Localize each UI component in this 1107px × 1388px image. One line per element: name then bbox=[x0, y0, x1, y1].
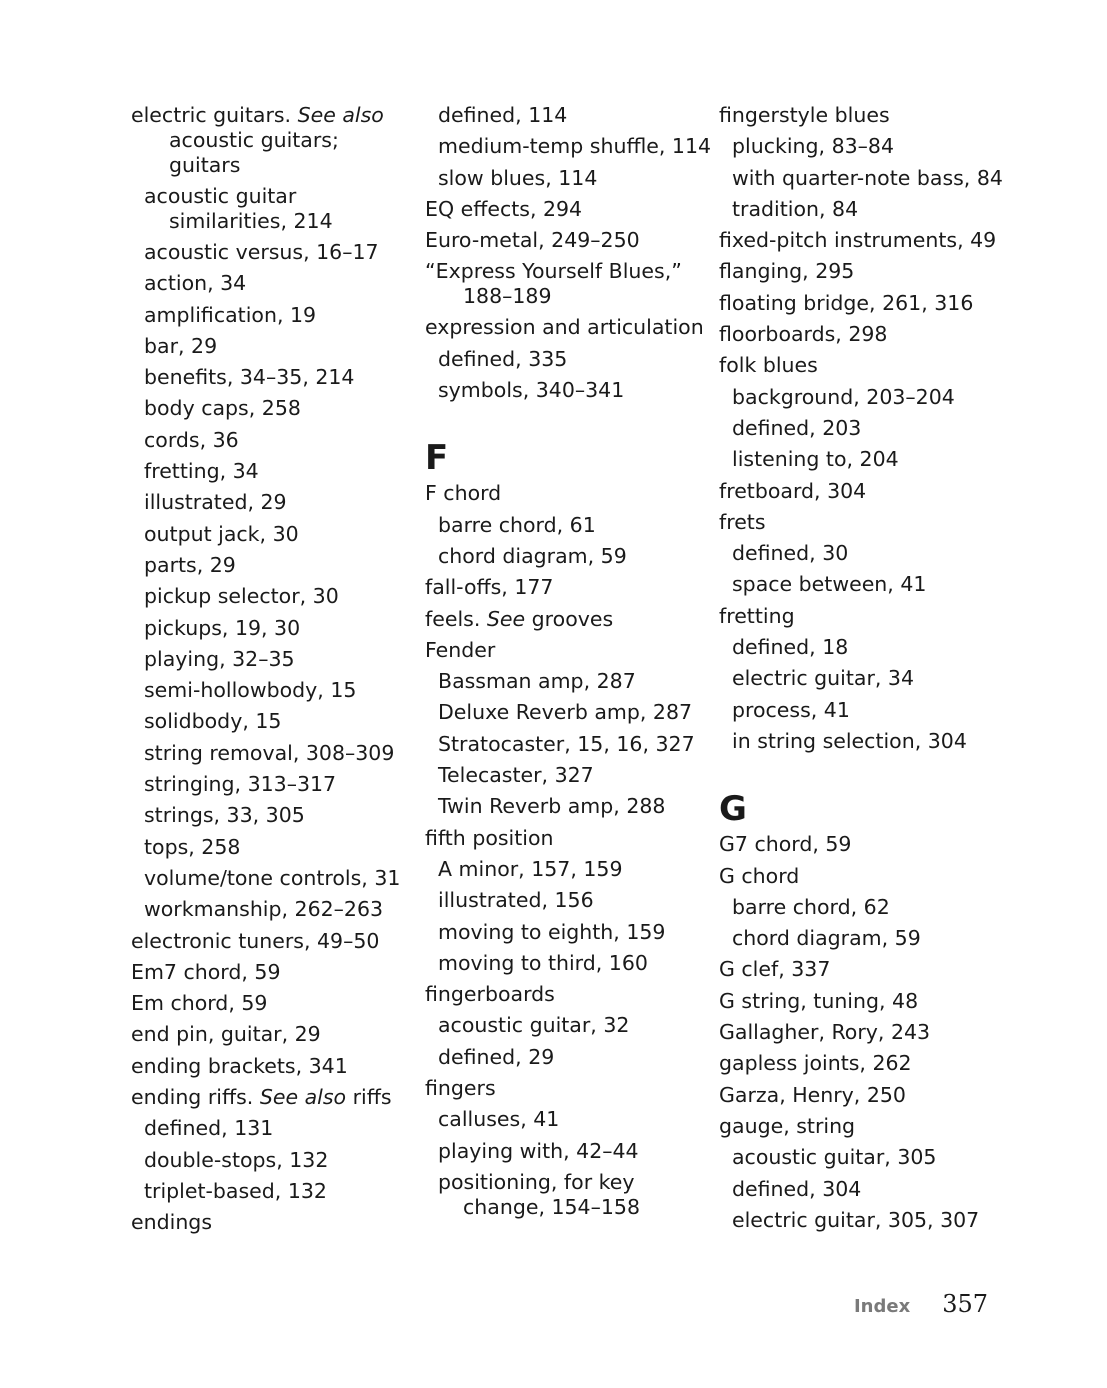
index-entry: Em7 chord, 59 bbox=[131, 959, 281, 984]
index-entry: expression and articulation bbox=[425, 315, 704, 340]
index-subentry: amplification, 19 bbox=[144, 302, 317, 327]
index-entry: endings bbox=[131, 1210, 212, 1235]
index-subentry: bar, 29 bbox=[144, 333, 218, 358]
index-column-2 bbox=[425, 100, 710, 1223]
entry-term: electric guitars. bbox=[131, 103, 292, 127]
index-subentry: defined, 131 bbox=[144, 1116, 274, 1141]
entry-term: feels. bbox=[425, 606, 481, 631]
index-entry: fingerstyle blues bbox=[719, 103, 890, 127]
index-entry: EQ effects, 294 bbox=[425, 196, 583, 221]
see-reference: See also bbox=[259, 1085, 347, 1110]
index-subentry: acoustic guitar similarities, 214 bbox=[144, 184, 333, 233]
index-subentry: acoustic guitar, 305 bbox=[732, 1145, 937, 1170]
index-subentry: volume/tone controls, 31 bbox=[144, 865, 401, 890]
index-subentry: with quarter-note bass, 84 bbox=[732, 165, 1003, 190]
index-subentry: pickups, 19, 30 bbox=[144, 615, 301, 640]
index-entry: Garza, Henry, 250 bbox=[719, 1082, 906, 1107]
index-subentry: background, 203–204 bbox=[732, 384, 955, 409]
index-entry: F chord bbox=[425, 481, 502, 506]
index-subentry: medium-temp shuffle, 114 bbox=[438, 134, 712, 159]
see-target: acoustic guitars; guitars bbox=[169, 128, 339, 177]
index-entry: gauge, string bbox=[719, 1113, 856, 1138]
index-subentry: defined, 203 bbox=[732, 415, 862, 440]
index-entry: G7 chord, 59 bbox=[719, 832, 852, 857]
index-entry: floating bridge, 261, 316 bbox=[719, 290, 974, 315]
index-entry bbox=[131, 100, 416, 181]
index-entry bbox=[131, 1082, 416, 1113]
index-entry: Gallagher, Rory, 243 bbox=[719, 1020, 931, 1045]
index-entry: fingers bbox=[425, 1076, 496, 1101]
index-subentry: defined, 29 bbox=[438, 1044, 555, 1069]
running-section-label: Index bbox=[853, 1296, 911, 1317]
index-subentry: electric guitar, 34 bbox=[732, 666, 914, 691]
index-subentry: playing with, 42–44 bbox=[438, 1138, 639, 1163]
index-subentry: workmanship, 262–263 bbox=[144, 897, 384, 922]
index-subentry: fretting, 34 bbox=[144, 459, 259, 484]
index-subentry: calluses, 41 bbox=[438, 1107, 560, 1132]
see-reference: See bbox=[486, 606, 526, 631]
index-subentry: illustrated, 29 bbox=[144, 490, 287, 515]
index-subentry: in string selection, 304 bbox=[732, 728, 967, 753]
index-subentry: triplet-based, 132 bbox=[144, 1178, 327, 1203]
index-subentry: moving to eighth, 159 bbox=[438, 919, 666, 944]
index-subentry: Bassman amp, 287 bbox=[438, 669, 636, 694]
index-subentry: slow blues, 114 bbox=[438, 165, 598, 190]
index-subentry: Stratocaster, 15, 16, 327 bbox=[438, 731, 695, 756]
index-subentry: Twin Reverb amp, 288 bbox=[438, 794, 666, 819]
see-target: grooves bbox=[531, 606, 614, 631]
index-entry: end pin, guitar, 29 bbox=[131, 1022, 321, 1047]
index-subentry: A minor, 157, 159 bbox=[438, 856, 623, 881]
index-subentry: tops, 258 bbox=[144, 834, 241, 859]
see-target: riffs bbox=[352, 1085, 392, 1110]
index-entry: fingerboards bbox=[425, 982, 555, 1007]
letter-heading: F bbox=[425, 438, 449, 479]
index-column-3 bbox=[719, 100, 1004, 1236]
letter-heading: G bbox=[719, 789, 747, 830]
page-footer bbox=[854, 1290, 988, 1318]
index-entry: Euro-metal, 249–250 bbox=[425, 228, 640, 253]
index-subentry: Deluxe Reverb amp, 287 bbox=[438, 700, 693, 725]
index-subentry: defined, 30 bbox=[732, 541, 849, 566]
index-entry: flanging, 295 bbox=[719, 259, 855, 284]
index-entry: fall-offs, 177 bbox=[425, 575, 554, 600]
index-entry: gapless joints, 262 bbox=[719, 1051, 912, 1076]
index-entry: fretboard, 304 bbox=[719, 478, 867, 503]
see-reference: See also bbox=[297, 103, 384, 127]
index-subentry: benefits, 34–35, 214 bbox=[144, 365, 355, 390]
index-subentry: pickup selector, 30 bbox=[144, 584, 339, 609]
index-subentry: double-stops, 132 bbox=[144, 1147, 329, 1172]
index-subentry: moving to third, 160 bbox=[438, 950, 648, 975]
index-subentry: solidbody, 15 bbox=[144, 709, 282, 734]
index-subentry: illustrated, 156 bbox=[438, 888, 594, 913]
index-subentry: strings, 33, 305 bbox=[144, 803, 305, 828]
index-subentry: defined, 304 bbox=[732, 1176, 862, 1201]
index-entry: G string, tuning, 48 bbox=[719, 988, 919, 1013]
index-subentry: symbols, 340–341 bbox=[438, 378, 625, 403]
index-subentry: defined, 335 bbox=[438, 346, 568, 371]
index-subentry: semi-hollowbody, 15 bbox=[144, 678, 357, 703]
index-subentry: process, 41 bbox=[732, 697, 850, 722]
index-subentry: plucking, 83–84 bbox=[732, 134, 894, 159]
index-subentry: positioning, for key change, 154–158 bbox=[438, 1169, 640, 1219]
index-subentry: barre chord, 61 bbox=[438, 512, 596, 537]
index-subentry: defined, 18 bbox=[732, 635, 849, 660]
index-entry: ending brackets, 341 bbox=[131, 1053, 348, 1078]
entry-term: ending riffs. bbox=[131, 1085, 254, 1110]
index-subentry: listening to, 204 bbox=[732, 447, 899, 472]
index-subentry: cords, 36 bbox=[144, 427, 239, 452]
index-subentry: defined, 114 bbox=[438, 103, 568, 127]
index-subentry: barre chord, 62 bbox=[732, 894, 890, 919]
index-entry: fixed-pitch instruments, 49 bbox=[719, 228, 997, 253]
index-subentry: electric guitar, 305, 307 bbox=[732, 1207, 980, 1232]
index-entry: frets bbox=[719, 509, 766, 534]
index-entry: fifth position bbox=[425, 825, 554, 850]
index-subentry: playing, 32–35 bbox=[144, 646, 295, 671]
index-entry: Em chord, 59 bbox=[131, 991, 268, 1016]
index-subentry: stringing, 313–317 bbox=[144, 772, 337, 797]
index-entry bbox=[425, 604, 710, 635]
index-subentry: chord diagram, 59 bbox=[438, 543, 627, 568]
index-subentry: action, 34 bbox=[144, 271, 247, 296]
index-subentry: acoustic versus, 16–17 bbox=[144, 240, 379, 264]
index-subentry: chord diagram, 59 bbox=[732, 926, 921, 951]
index-subentry: tradition, 84 bbox=[732, 196, 859, 221]
index-subentry: output jack, 30 bbox=[144, 521, 299, 546]
index-subentry: string removal, 308–309 bbox=[144, 740, 395, 765]
page-number: 357 bbox=[942, 1290, 988, 1318]
index-entry: electronic tuners, 49–50 bbox=[131, 928, 380, 953]
index-entry: fretting bbox=[719, 603, 795, 628]
index-entry: floorboards, 298 bbox=[719, 322, 888, 347]
index-subentry: parts, 29 bbox=[144, 552, 236, 577]
index-entry: G chord bbox=[719, 863, 800, 888]
index-entry: Fender bbox=[425, 637, 496, 662]
index-subentry: space between, 41 bbox=[732, 572, 927, 597]
index-entry: folk blues bbox=[719, 353, 818, 378]
index-subentry: Telecaster, 327 bbox=[438, 763, 594, 788]
index-subentry: acoustic guitar, 32 bbox=[438, 1013, 630, 1038]
index-entry: G clef, 337 bbox=[719, 957, 831, 982]
index-column-1 bbox=[131, 100, 416, 1239]
index-entry: “Express Yourself Blues,” 188–189 bbox=[425, 259, 682, 309]
index-subentry: body caps, 258 bbox=[144, 396, 301, 421]
